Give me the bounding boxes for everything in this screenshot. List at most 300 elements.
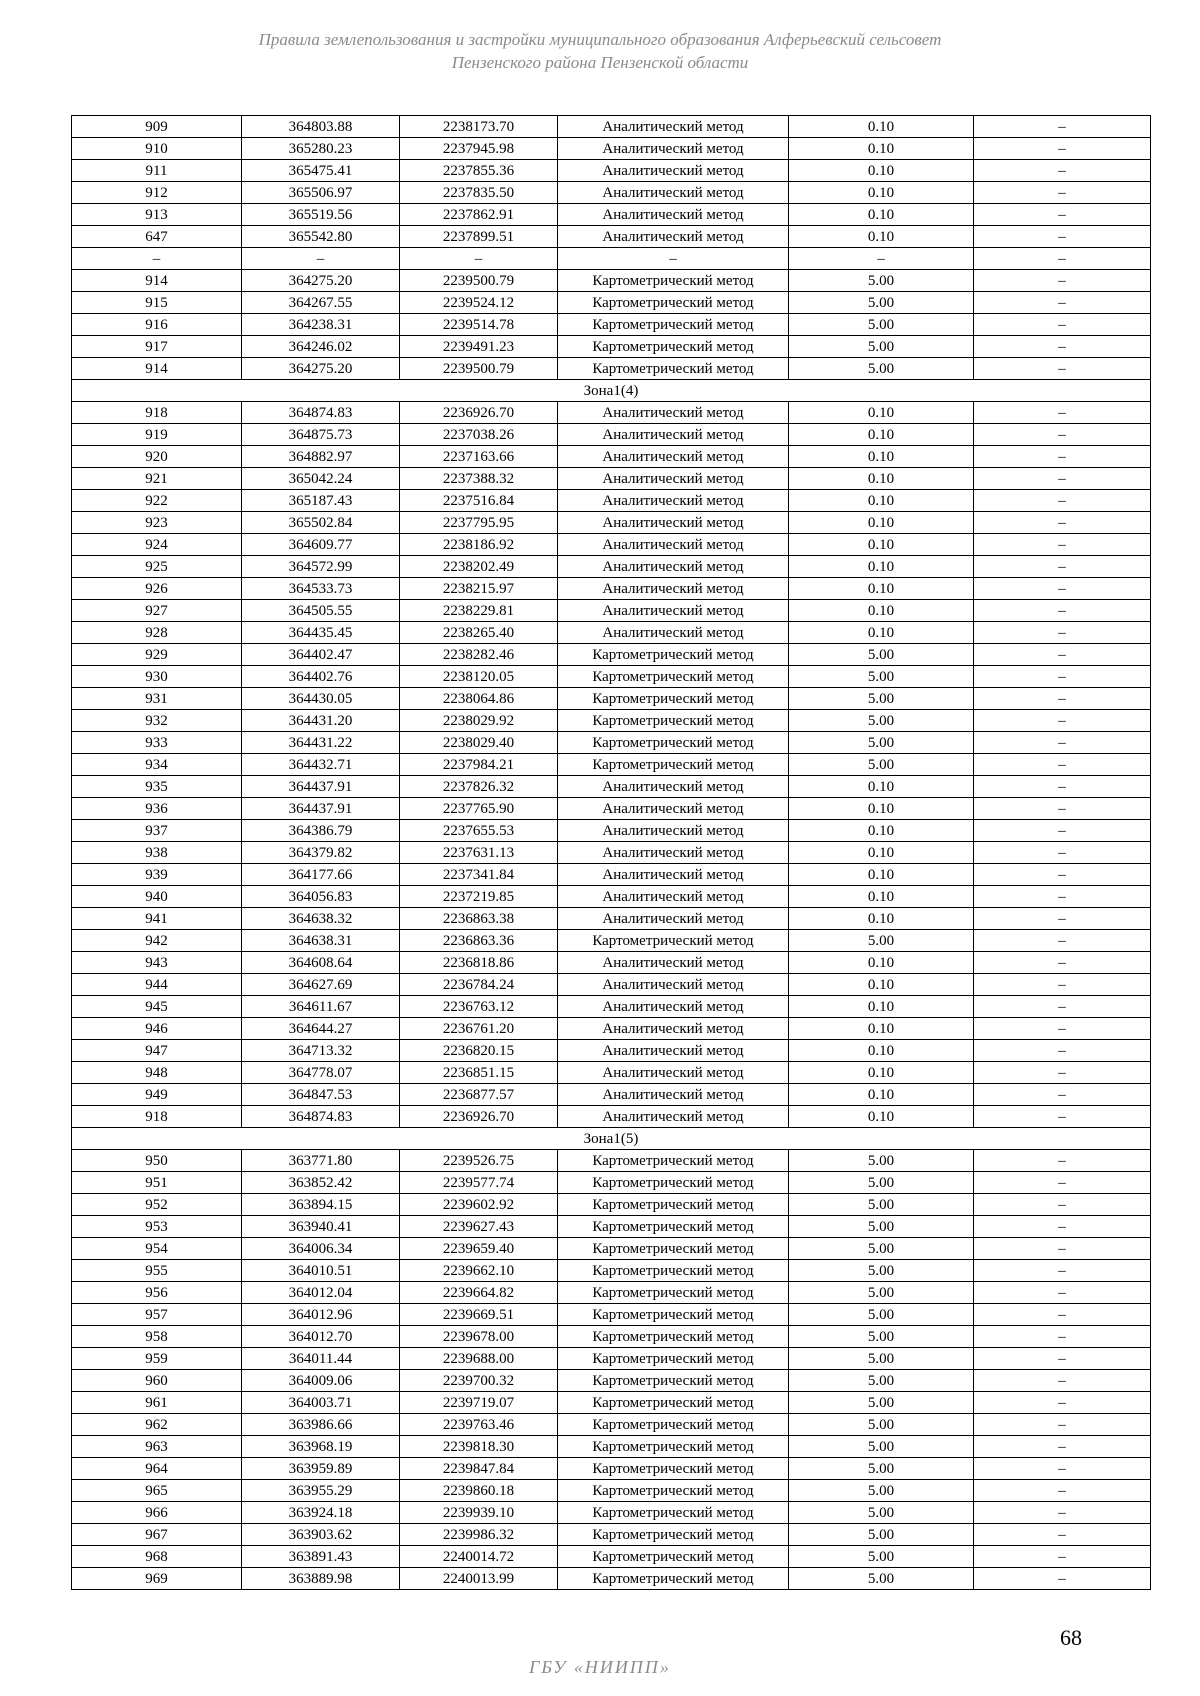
- accuracy-cell: 0.10: [789, 160, 974, 182]
- method-cell: Аналитический метод: [558, 622, 789, 644]
- x-coordinate-cell: 364432.71: [242, 754, 400, 776]
- y-coordinate-cell: 2236851.15: [400, 1062, 558, 1084]
- y-coordinate-cell: 2237984.21: [400, 754, 558, 776]
- accuracy-cell: 0.10: [789, 116, 974, 138]
- description-cell: –: [974, 754, 1151, 776]
- point-number-cell: 928: [72, 622, 242, 644]
- description-cell: –: [974, 1392, 1151, 1414]
- point-number-cell: 967: [72, 1524, 242, 1546]
- description-cell: –: [974, 1282, 1151, 1304]
- method-cell: Аналитический метод: [558, 842, 789, 864]
- description-cell: –: [974, 512, 1151, 534]
- y-coordinate-cell: 2236926.70: [400, 402, 558, 424]
- description-cell: –: [974, 292, 1151, 314]
- description-cell: –: [974, 1546, 1151, 1568]
- table-row: [72, 710, 1151, 732]
- method-cell: Картометрический метод: [558, 930, 789, 952]
- description-cell: –: [974, 1040, 1151, 1062]
- method-cell: Картометрический метод: [558, 270, 789, 292]
- point-number-cell: 916: [72, 314, 242, 336]
- x-coordinate-cell: 364572.99: [242, 556, 400, 578]
- table-row: [72, 248, 1151, 270]
- x-coordinate-cell: 363903.62: [242, 1524, 400, 1546]
- point-number-cell: 950: [72, 1150, 242, 1172]
- y-coordinate-cell: 2237945.98: [400, 138, 558, 160]
- method-cell: Картометрический метод: [558, 1392, 789, 1414]
- table-row: [72, 336, 1151, 358]
- table-row: [72, 182, 1151, 204]
- point-number-cell: 917: [72, 336, 242, 358]
- y-coordinate-cell: 2237855.36: [400, 160, 558, 182]
- accuracy-cell: 5.00: [789, 1502, 974, 1524]
- description-cell: –: [974, 1414, 1151, 1436]
- description-cell: –: [974, 644, 1151, 666]
- y-coordinate-cell: 2239627.43: [400, 1216, 558, 1238]
- x-coordinate-cell: 364638.32: [242, 908, 400, 930]
- x-coordinate-cell: 364430.05: [242, 688, 400, 710]
- description-cell: –: [974, 1106, 1151, 1128]
- accuracy-cell: 5.00: [789, 292, 974, 314]
- method-cell: Аналитический метод: [558, 908, 789, 930]
- y-coordinate-cell: 2239500.79: [400, 358, 558, 380]
- y-coordinate-cell: 2237655.53: [400, 820, 558, 842]
- table-row: [72, 1150, 1151, 1172]
- accuracy-cell: 5.00: [789, 1150, 974, 1172]
- point-number-cell: 945: [72, 996, 242, 1018]
- x-coordinate-cell: 364638.31: [242, 930, 400, 952]
- x-coordinate-cell: 364533.73: [242, 578, 400, 600]
- accuracy-cell: 0.10: [789, 600, 974, 622]
- x-coordinate-cell: 364713.32: [242, 1040, 400, 1062]
- table-row: [72, 1172, 1151, 1194]
- description-cell: –: [974, 1062, 1151, 1084]
- table-row: [72, 226, 1151, 248]
- y-coordinate-cell: 2239700.32: [400, 1370, 558, 1392]
- description-cell: –: [974, 1304, 1151, 1326]
- x-coordinate-cell: 364056.83: [242, 886, 400, 908]
- y-coordinate-cell: 2239526.75: [400, 1150, 558, 1172]
- accuracy-cell: 0.10: [789, 556, 974, 578]
- description-cell: –: [974, 402, 1151, 424]
- x-coordinate-cell: 363852.42: [242, 1172, 400, 1194]
- x-coordinate-cell: 365519.56: [242, 204, 400, 226]
- x-coordinate-cell: 364882.97: [242, 446, 400, 468]
- table-row: [72, 1370, 1151, 1392]
- method-cell: Аналитический метод: [558, 952, 789, 974]
- point-number-cell: 940: [72, 886, 242, 908]
- header-line-2: Пензенского района Пензенской области: [451, 53, 749, 72]
- point-number-cell: 929: [72, 644, 242, 666]
- description-cell: –: [974, 776, 1151, 798]
- description-cell: –: [974, 1524, 1151, 1546]
- description-cell: –: [974, 952, 1151, 974]
- y-coordinate-cell: 2236877.57: [400, 1084, 558, 1106]
- y-coordinate-cell: 2238029.92: [400, 710, 558, 732]
- accuracy-cell: 5.00: [789, 1436, 974, 1458]
- description-cell: –: [974, 424, 1151, 446]
- table-row: [72, 578, 1151, 600]
- point-number-cell: 937: [72, 820, 242, 842]
- method-cell: Аналитический метод: [558, 996, 789, 1018]
- description-cell: –: [974, 160, 1151, 182]
- accuracy-cell: 0.10: [789, 622, 974, 644]
- method-cell: Аналитический метод: [558, 512, 789, 534]
- description-cell: –: [974, 1084, 1151, 1106]
- x-coordinate-cell: 365187.43: [242, 490, 400, 512]
- method-cell: Аналитический метод: [558, 182, 789, 204]
- method-cell: Аналитический метод: [558, 864, 789, 886]
- point-number-cell: 962: [72, 1414, 242, 1436]
- x-coordinate-cell: 364379.82: [242, 842, 400, 864]
- description-cell: –: [974, 1172, 1151, 1194]
- table-row: [72, 776, 1151, 798]
- method-cell: Аналитический метод: [558, 578, 789, 600]
- table-row: [72, 1502, 1151, 1524]
- y-coordinate-cell: 2237899.51: [400, 226, 558, 248]
- accuracy-cell: 0.10: [789, 842, 974, 864]
- method-cell: Аналитический метод: [558, 138, 789, 160]
- method-cell: Аналитический метод: [558, 556, 789, 578]
- method-cell: Картометрический метод: [558, 732, 789, 754]
- x-coordinate-cell: 364803.88: [242, 116, 400, 138]
- y-coordinate-cell: 2236820.15: [400, 1040, 558, 1062]
- description-cell: –: [974, 908, 1151, 930]
- zone-label: Зона1(4): [72, 380, 1151, 402]
- y-coordinate-cell: 2239514.78: [400, 314, 558, 336]
- accuracy-cell: 0.10: [789, 182, 974, 204]
- x-coordinate-cell: 364267.55: [242, 292, 400, 314]
- y-coordinate-cell: 2236863.36: [400, 930, 558, 952]
- x-coordinate-cell: 364003.71: [242, 1392, 400, 1414]
- x-coordinate-cell: 364611.67: [242, 996, 400, 1018]
- x-coordinate-cell: 363894.15: [242, 1194, 400, 1216]
- table-row: [72, 600, 1151, 622]
- point-number-cell: 647: [72, 226, 242, 248]
- method-cell: Картометрический метод: [558, 1524, 789, 1546]
- table-row: [72, 512, 1151, 534]
- y-coordinate-cell: 2237765.90: [400, 798, 558, 820]
- method-cell: Картометрический метод: [558, 1348, 789, 1370]
- y-coordinate-cell: 2239491.23: [400, 336, 558, 358]
- x-coordinate-cell: 364012.96: [242, 1304, 400, 1326]
- y-coordinate-cell: 2239662.10: [400, 1260, 558, 1282]
- y-coordinate-cell: 2237163.66: [400, 446, 558, 468]
- description-cell: –: [974, 1018, 1151, 1040]
- accuracy-cell: 0.10: [789, 468, 974, 490]
- table-row: [72, 1436, 1151, 1458]
- point-number-cell: 914: [72, 270, 242, 292]
- point-number-cell: 961: [72, 1392, 242, 1414]
- point-number-cell: 942: [72, 930, 242, 952]
- point-number-cell: 923: [72, 512, 242, 534]
- table-row: [72, 402, 1151, 424]
- table-row: [72, 534, 1151, 556]
- x-coordinate-cell: 365506.97: [242, 182, 400, 204]
- point-number-cell: 922: [72, 490, 242, 512]
- accuracy-cell: 5.00: [789, 1172, 974, 1194]
- x-coordinate-cell: 364505.55: [242, 600, 400, 622]
- description-cell: –: [974, 622, 1151, 644]
- accuracy-cell: 0.10: [789, 908, 974, 930]
- point-number-cell: 946: [72, 1018, 242, 1040]
- accuracy-cell: 5.00: [789, 1304, 974, 1326]
- point-number-cell: 951: [72, 1172, 242, 1194]
- method-cell: Картометрический метод: [558, 336, 789, 358]
- y-coordinate-cell: 2237516.84: [400, 490, 558, 512]
- description-cell: –: [974, 358, 1151, 380]
- x-coordinate-cell: 364012.04: [242, 1282, 400, 1304]
- point-number-cell: 965: [72, 1480, 242, 1502]
- description-cell: –: [974, 842, 1151, 864]
- table-row: [72, 204, 1151, 226]
- method-cell: Аналитический метод: [558, 1084, 789, 1106]
- table-row: [72, 446, 1151, 468]
- x-coordinate-cell: 363771.80: [242, 1150, 400, 1172]
- x-coordinate-cell: 364627.69: [242, 974, 400, 996]
- point-number-cell: 933: [72, 732, 242, 754]
- table-row: [72, 1458, 1151, 1480]
- description-cell: –: [974, 226, 1151, 248]
- x-coordinate-cell: 363924.18: [242, 1502, 400, 1524]
- table-row: [72, 644, 1151, 666]
- table-row: [72, 864, 1151, 886]
- y-coordinate-cell: 2238173.70: [400, 116, 558, 138]
- point-number-cell: 939: [72, 864, 242, 886]
- accuracy-cell: 0.10: [789, 424, 974, 446]
- accuracy-cell: 5.00: [789, 1216, 974, 1238]
- y-coordinate-cell: 2237862.91: [400, 204, 558, 226]
- method-cell: Аналитический метод: [558, 490, 789, 512]
- header-line-1: Правила землепользования и застройки муниципального образования Алферьевский сельсовет: [258, 30, 942, 49]
- description-cell: –: [974, 1370, 1151, 1392]
- y-coordinate-cell: 2237341.84: [400, 864, 558, 886]
- description-cell: –: [974, 666, 1151, 688]
- y-coordinate-cell: –: [400, 248, 558, 270]
- accuracy-cell: –: [789, 248, 974, 270]
- page-number: 68: [1060, 1625, 1082, 1650]
- y-coordinate-cell: 2239500.79: [400, 270, 558, 292]
- method-cell: –: [558, 248, 789, 270]
- y-coordinate-cell: 2239719.07: [400, 1392, 558, 1414]
- table-row: [72, 688, 1151, 710]
- method-cell: Картометрический метод: [558, 1150, 789, 1172]
- y-coordinate-cell: 2239939.10: [400, 1502, 558, 1524]
- x-coordinate-cell: 364011.44: [242, 1348, 400, 1370]
- table-row: [72, 930, 1151, 952]
- point-number-cell: 948: [72, 1062, 242, 1084]
- description-cell: –: [974, 314, 1151, 336]
- accuracy-cell: 0.10: [789, 226, 974, 248]
- y-coordinate-cell: 2239659.40: [400, 1238, 558, 1260]
- y-coordinate-cell: 2238064.86: [400, 688, 558, 710]
- accuracy-cell: 0.10: [789, 1106, 974, 1128]
- description-cell: –: [974, 710, 1151, 732]
- y-coordinate-cell: 2238029.40: [400, 732, 558, 754]
- x-coordinate-cell: –: [242, 248, 400, 270]
- point-number-cell: 925: [72, 556, 242, 578]
- table-row: [72, 116, 1151, 138]
- x-coordinate-cell: 363959.89: [242, 1458, 400, 1480]
- y-coordinate-cell: 2237835.50: [400, 182, 558, 204]
- x-coordinate-cell: 364875.73: [242, 424, 400, 446]
- method-cell: Аналитический метод: [558, 1040, 789, 1062]
- x-coordinate-cell: 364012.70: [242, 1326, 400, 1348]
- description-cell: –: [974, 1150, 1151, 1172]
- accuracy-cell: 5.00: [789, 732, 974, 754]
- description-cell: –: [974, 182, 1151, 204]
- point-number-cell: 957: [72, 1304, 242, 1326]
- y-coordinate-cell: 2236818.86: [400, 952, 558, 974]
- table-row: [72, 798, 1151, 820]
- description-cell: –: [974, 886, 1151, 908]
- method-cell: Картометрический метод: [558, 754, 789, 776]
- table-row: [72, 1568, 1151, 1590]
- x-coordinate-cell: 365502.84: [242, 512, 400, 534]
- page-footer: ГБУ «НИИПП»: [529, 1657, 671, 1677]
- table-row: [72, 820, 1151, 842]
- x-coordinate-cell: 363891.43: [242, 1546, 400, 1568]
- x-coordinate-cell: 364431.20: [242, 710, 400, 732]
- method-cell: Аналитический метод: [558, 1106, 789, 1128]
- point-number-cell: 955: [72, 1260, 242, 1282]
- accuracy-cell: 0.10: [789, 534, 974, 556]
- x-coordinate-cell: 364386.79: [242, 820, 400, 842]
- y-coordinate-cell: 2237826.32: [400, 776, 558, 798]
- table-row: [72, 1480, 1151, 1502]
- y-coordinate-cell: 2238265.40: [400, 622, 558, 644]
- method-cell: Аналитический метод: [558, 446, 789, 468]
- table-row: [72, 1348, 1151, 1370]
- method-cell: Картометрический метод: [558, 1568, 789, 1590]
- y-coordinate-cell: 2239669.51: [400, 1304, 558, 1326]
- point-number-cell: 963: [72, 1436, 242, 1458]
- x-coordinate-cell: 364246.02: [242, 336, 400, 358]
- accuracy-cell: 0.10: [789, 996, 974, 1018]
- table-row: [72, 1238, 1151, 1260]
- accuracy-cell: 0.10: [789, 952, 974, 974]
- description-cell: –: [974, 1260, 1151, 1282]
- table-row: [72, 292, 1151, 314]
- zone-label: Зона1(5): [72, 1128, 1151, 1150]
- x-coordinate-cell: 364431.22: [242, 732, 400, 754]
- point-number-cell: 914: [72, 358, 242, 380]
- accuracy-cell: 5.00: [789, 1282, 974, 1304]
- point-number-cell: 936: [72, 798, 242, 820]
- accuracy-cell: 5.00: [789, 710, 974, 732]
- accuracy-cell: 5.00: [789, 1326, 974, 1348]
- description-cell: –: [974, 996, 1151, 1018]
- table-row: [72, 974, 1151, 996]
- y-coordinate-cell: 2239688.00: [400, 1348, 558, 1370]
- y-coordinate-cell: 2237795.95: [400, 512, 558, 534]
- accuracy-cell: 5.00: [789, 1568, 974, 1590]
- x-coordinate-cell: 364778.07: [242, 1062, 400, 1084]
- accuracy-cell: 5.00: [789, 336, 974, 358]
- y-coordinate-cell: 2240014.72: [400, 1546, 558, 1568]
- accuracy-cell: 5.00: [789, 1458, 974, 1480]
- table-row: [72, 732, 1151, 754]
- point-number-cell: 932: [72, 710, 242, 732]
- method-cell: Аналитический метод: [558, 1018, 789, 1040]
- y-coordinate-cell: 2239763.46: [400, 1414, 558, 1436]
- y-coordinate-cell: 2238120.05: [400, 666, 558, 688]
- y-coordinate-cell: 2239664.82: [400, 1282, 558, 1304]
- x-coordinate-cell: 364847.53: [242, 1084, 400, 1106]
- zone-header-row: [72, 380, 1151, 402]
- description-cell: –: [974, 820, 1151, 842]
- point-number-cell: 909: [72, 116, 242, 138]
- table-row: [72, 1260, 1151, 1282]
- y-coordinate-cell: 2236761.20: [400, 1018, 558, 1040]
- x-coordinate-cell: 363955.29: [242, 1480, 400, 1502]
- point-number-cell: 943: [72, 952, 242, 974]
- point-number-cell: 913: [72, 204, 242, 226]
- description-cell: –: [974, 1348, 1151, 1370]
- point-number-cell: 966: [72, 1502, 242, 1524]
- accuracy-cell: 5.00: [789, 1480, 974, 1502]
- table-row: [72, 1084, 1151, 1106]
- description-cell: –: [974, 1436, 1151, 1458]
- x-coordinate-cell: 364644.27: [242, 1018, 400, 1040]
- point-number-cell: 918: [72, 402, 242, 424]
- accuracy-cell: 5.00: [789, 1546, 974, 1568]
- accuracy-cell: 5.00: [789, 1260, 974, 1282]
- x-coordinate-cell: 364275.20: [242, 270, 400, 292]
- x-coordinate-cell: 364402.47: [242, 644, 400, 666]
- method-cell: Картометрический метод: [558, 1238, 789, 1260]
- accuracy-cell: 0.10: [789, 204, 974, 226]
- description-cell: –: [974, 446, 1151, 468]
- accuracy-cell: 0.10: [789, 1018, 974, 1040]
- y-coordinate-cell: 2237038.26: [400, 424, 558, 446]
- method-cell: Аналитический метод: [558, 468, 789, 490]
- table-row: [72, 1304, 1151, 1326]
- y-coordinate-cell: 2240013.99: [400, 1568, 558, 1590]
- point-number-cell: 958: [72, 1326, 242, 1348]
- y-coordinate-cell: 2239986.32: [400, 1524, 558, 1546]
- accuracy-cell: 5.00: [789, 358, 974, 380]
- description-cell: –: [974, 204, 1151, 226]
- point-number-cell: 926: [72, 578, 242, 600]
- point-number-cell: 919: [72, 424, 242, 446]
- method-cell: Картометрический метод: [558, 1304, 789, 1326]
- x-coordinate-cell: 364609.77: [242, 534, 400, 556]
- table-row: [72, 1106, 1151, 1128]
- point-number-cell: 918: [72, 1106, 242, 1128]
- x-coordinate-cell: 364238.31: [242, 314, 400, 336]
- x-coordinate-cell: 364874.83: [242, 402, 400, 424]
- y-coordinate-cell: 2238215.97: [400, 578, 558, 600]
- x-coordinate-cell: 364437.91: [242, 798, 400, 820]
- method-cell: Аналитический метод: [558, 886, 789, 908]
- point-number-cell: 941: [72, 908, 242, 930]
- point-number-cell: 920: [72, 446, 242, 468]
- table-row: [72, 842, 1151, 864]
- accuracy-cell: 0.10: [789, 402, 974, 424]
- method-cell: Аналитический метод: [558, 226, 789, 248]
- table-row: [72, 886, 1151, 908]
- description-cell: –: [974, 1238, 1151, 1260]
- accuracy-cell: 0.10: [789, 886, 974, 908]
- method-cell: Аналитический метод: [558, 600, 789, 622]
- coordinates-table: [71, 115, 1151, 1590]
- accuracy-cell: 5.00: [789, 930, 974, 952]
- table-row: [72, 1326, 1151, 1348]
- description-cell: –: [974, 974, 1151, 996]
- x-coordinate-cell: 363889.98: [242, 1568, 400, 1590]
- accuracy-cell: 0.10: [789, 798, 974, 820]
- y-coordinate-cell: 2238282.46: [400, 644, 558, 666]
